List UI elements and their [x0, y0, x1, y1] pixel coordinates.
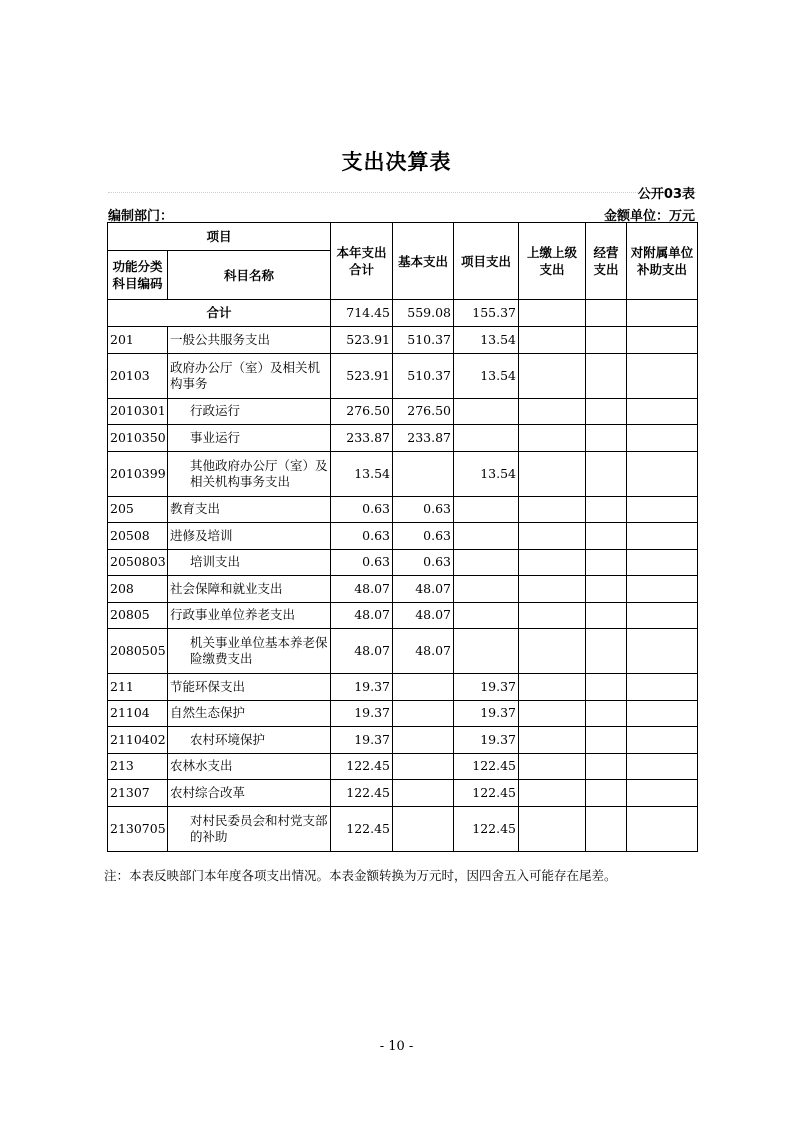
row-subsidy	[627, 398, 698, 425]
total-amount: 714.45	[331, 300, 393, 327]
row-total: 13.54	[331, 451, 393, 496]
department-label: 编制部门：	[108, 209, 174, 224]
row-operating	[586, 629, 627, 674]
row-total: 0.63	[331, 496, 393, 523]
row-total: 233.87	[331, 425, 393, 452]
row-project	[454, 576, 519, 603]
row-basic	[393, 780, 454, 807]
row-subsidy	[627, 576, 698, 603]
table-row	[108, 700, 698, 727]
row-operating	[586, 353, 627, 398]
total-operating	[586, 300, 627, 327]
row-basic	[393, 806, 454, 851]
row-code: 2010399	[108, 451, 168, 496]
row-code: 213	[108, 753, 168, 780]
table-row	[108, 727, 698, 754]
row-basic: 510.37	[393, 353, 454, 398]
row-subsidy	[627, 425, 698, 452]
row-name: 教育支出	[168, 496, 331, 523]
row-project: 13.54	[454, 451, 519, 496]
row-code: 201	[108, 327, 168, 354]
header-subsidy: 对附属单位补助支出	[627, 223, 698, 300]
row-basic	[393, 727, 454, 754]
total-upper	[519, 300, 586, 327]
table-row	[108, 451, 698, 496]
row-code: 205	[108, 496, 168, 523]
table-row	[108, 674, 698, 701]
total-label: 合计	[108, 300, 331, 327]
row-total: 0.63	[331, 523, 393, 550]
row-operating	[586, 602, 627, 629]
row-code: 2050803	[108, 549, 168, 576]
row-code: 21307	[108, 780, 168, 807]
table-row	[108, 806, 698, 851]
row-upper	[519, 674, 586, 701]
table-row	[108, 496, 698, 523]
row-subsidy	[627, 753, 698, 780]
row-name: 行政事业单位养老支出	[168, 602, 331, 629]
row-upper	[519, 496, 586, 523]
row-project: 19.37	[454, 674, 519, 701]
row-project	[454, 425, 519, 452]
row-operating	[586, 549, 627, 576]
row-basic: 0.63	[393, 496, 454, 523]
table-row	[108, 327, 698, 354]
header-upper: 上缴上级支出	[519, 223, 586, 300]
row-operating	[586, 806, 627, 851]
row-upper	[519, 780, 586, 807]
header-operating: 经营支出	[586, 223, 627, 300]
row-total: 19.37	[331, 700, 393, 727]
header-code: 功能分类科目编码	[108, 251, 168, 300]
row-subsidy	[627, 602, 698, 629]
row-operating	[586, 398, 627, 425]
row-subsidy	[627, 780, 698, 807]
row-project: 122.45	[454, 780, 519, 807]
row-name: 自然生态保护	[168, 700, 331, 727]
row-project: 19.37	[454, 727, 519, 754]
row-subsidy	[627, 549, 698, 576]
row-upper	[519, 523, 586, 550]
header-name: 科目名称	[168, 251, 331, 300]
header-item: 项目	[108, 223, 331, 251]
row-subsidy	[627, 629, 698, 674]
table-row	[108, 780, 698, 807]
row-code: 2080505	[108, 629, 168, 674]
table-row	[108, 549, 698, 576]
row-total: 48.07	[331, 629, 393, 674]
header-total: 本年支出合计	[331, 223, 393, 300]
row-subsidy	[627, 727, 698, 754]
row-basic	[393, 674, 454, 701]
row-project	[454, 398, 519, 425]
row-basic: 276.50	[393, 398, 454, 425]
row-project: 122.45	[454, 753, 519, 780]
row-code: 2110402	[108, 727, 168, 754]
row-basic: 233.87	[393, 425, 454, 452]
row-project	[454, 523, 519, 550]
row-basic: 510.37	[393, 327, 454, 354]
row-project	[454, 629, 519, 674]
amount-unit-label: 金额单位：万元	[603, 209, 695, 224]
row-total: 48.07	[331, 602, 393, 629]
row-upper	[519, 549, 586, 576]
row-upper	[519, 727, 586, 754]
table-row	[108, 353, 698, 398]
row-project: 13.54	[454, 327, 519, 354]
row-code: 21104	[108, 700, 168, 727]
row-project: 13.54	[454, 353, 519, 398]
row-basic	[393, 700, 454, 727]
row-operating	[586, 451, 627, 496]
table-row	[108, 398, 698, 425]
row-name: 政府办公厅（室）及相关机构事务	[168, 353, 331, 398]
total-project: 155.37	[454, 300, 519, 327]
row-code: 20508	[108, 523, 168, 550]
row-name: 培训支出	[168, 549, 331, 576]
row-operating	[586, 700, 627, 727]
row-total: 19.37	[331, 674, 393, 701]
row-name: 社会保障和就业支出	[168, 576, 331, 603]
row-upper	[519, 425, 586, 452]
row-subsidy	[627, 327, 698, 354]
row-name: 农村综合改革	[168, 780, 331, 807]
row-subsidy	[627, 523, 698, 550]
row-basic: 48.07	[393, 629, 454, 674]
row-name: 进修及培训	[168, 523, 331, 550]
page-number: - 10 -	[379, 1039, 414, 1054]
row-upper	[519, 353, 586, 398]
row-name: 事业运行	[168, 425, 331, 452]
total-subsidy	[627, 300, 698, 327]
row-operating	[586, 727, 627, 754]
total-row	[108, 300, 698, 327]
row-name: 一般公共服务支出	[168, 327, 331, 354]
total-basic: 559.08	[393, 300, 454, 327]
row-operating	[586, 523, 627, 550]
row-operating	[586, 576, 627, 603]
row-code: 211	[108, 674, 168, 701]
table-row	[108, 523, 698, 550]
row-total: 276.50	[331, 398, 393, 425]
row-total: 122.45	[331, 753, 393, 780]
row-basic	[393, 753, 454, 780]
table-row	[108, 629, 698, 674]
row-code: 208	[108, 576, 168, 603]
row-project	[454, 602, 519, 629]
row-code: 2010301	[108, 398, 168, 425]
row-total: 48.07	[331, 576, 393, 603]
row-name: 行政运行	[168, 398, 331, 425]
row-upper	[519, 806, 586, 851]
form-number: 公开03表	[637, 187, 695, 202]
row-name: 机关事业单位基本养老保险缴费支出	[168, 629, 331, 674]
row-total: 523.91	[331, 353, 393, 398]
row-subsidy	[627, 451, 698, 496]
table-note: 注：本表反映部门本年度各项支出情况。本表金额转换为万元时，因四舍五入可能存在尾差。	[104, 868, 617, 883]
row-name: 对村民委员会和村党支部的补助	[168, 806, 331, 851]
row-operating	[586, 496, 627, 523]
row-operating	[586, 780, 627, 807]
table-row	[108, 602, 698, 629]
row-total: 122.45	[331, 780, 393, 807]
row-upper	[519, 753, 586, 780]
row-subsidy	[627, 700, 698, 727]
row-name: 节能环保支出	[168, 674, 331, 701]
row-project: 122.45	[454, 806, 519, 851]
table-row	[108, 425, 698, 452]
row-total: 19.37	[331, 727, 393, 754]
row-code: 2130705	[108, 806, 168, 851]
divider	[108, 192, 696, 193]
table-row	[108, 576, 698, 603]
row-total: 0.63	[331, 549, 393, 576]
row-basic	[393, 451, 454, 496]
row-upper	[519, 451, 586, 496]
row-project	[454, 496, 519, 523]
row-subsidy	[627, 674, 698, 701]
row-basic: 0.63	[393, 523, 454, 550]
row-upper	[519, 327, 586, 354]
row-upper	[519, 398, 586, 425]
header-project: 项目支出	[454, 223, 519, 300]
header-basic: 基本支出	[393, 223, 454, 300]
row-total: 122.45	[331, 806, 393, 851]
row-project	[454, 549, 519, 576]
row-subsidy	[627, 806, 698, 851]
row-basic: 48.07	[393, 602, 454, 629]
row-subsidy	[627, 496, 698, 523]
row-code: 20805	[108, 602, 168, 629]
row-upper	[519, 602, 586, 629]
row-name: 农村环境保护	[168, 727, 331, 754]
row-subsidy	[627, 353, 698, 398]
row-code: 2010350	[108, 425, 168, 452]
row-basic: 48.07	[393, 576, 454, 603]
row-operating	[586, 327, 627, 354]
row-name: 其他政府办公厅（室）及相关机构事务支出	[168, 451, 331, 496]
row-project: 19.37	[454, 700, 519, 727]
row-operating	[586, 674, 627, 701]
page-title: 支出决算表	[341, 150, 452, 174]
row-total: 523.91	[331, 327, 393, 354]
row-upper	[519, 700, 586, 727]
row-upper	[519, 629, 586, 674]
row-operating	[586, 425, 627, 452]
row-basic: 0.63	[393, 549, 454, 576]
table-row	[108, 753, 698, 780]
row-code: 20103	[108, 353, 168, 398]
row-name: 农林水支出	[168, 753, 331, 780]
row-upper	[519, 576, 586, 603]
expenditure-table	[107, 222, 698, 852]
row-operating	[586, 753, 627, 780]
